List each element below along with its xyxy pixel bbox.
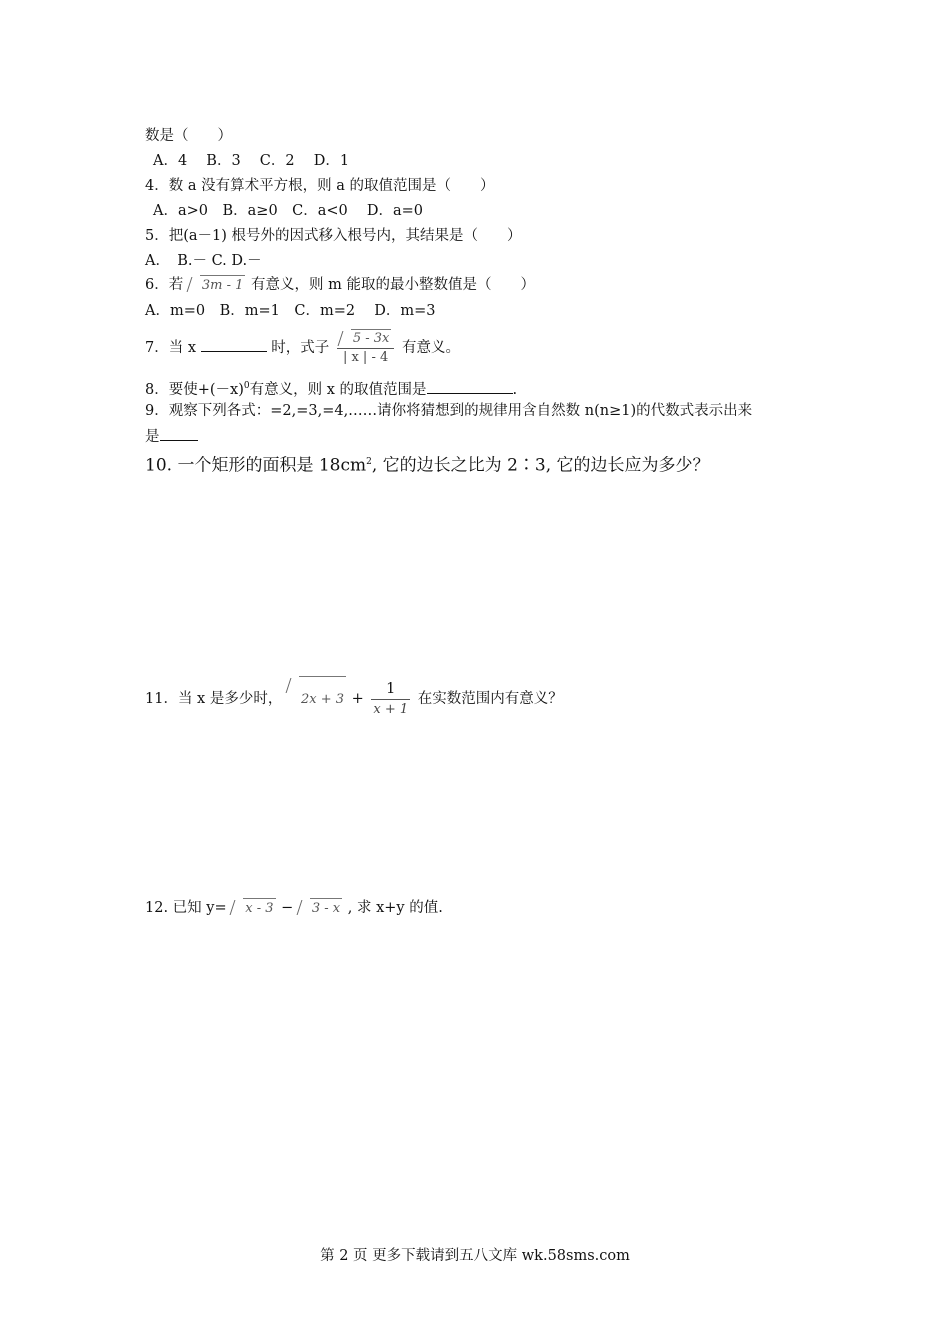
sqrt-expression: 2x + 3 (288, 676, 346, 723)
answer-blank (160, 426, 198, 441)
question-4: 4．数 a 没有算术平方根，则 a 的取值范围是（ ） (145, 178, 495, 194)
text-line: 数是（ ） (145, 128, 232, 144)
sqrt-expression: x - 3 (232, 898, 275, 919)
question-10: 10. 一个矩形的面积是 $18cm^2$, 它的边长之比为 2∶3, 它的边长应为多少？ (145, 455, 710, 476)
fraction-expression: $\frac{1}{x + 1}$ (373, 680, 409, 717)
answer-blank (427, 379, 513, 394)
q7-text-a: 7．当 x (145, 340, 197, 356)
fraction-expression: $\frac{5 - 3x}{| x | - 4}$ (337, 329, 395, 367)
question-6-options: A．m=0 B．m=1 C．m=2 D．m=3 (145, 303, 436, 319)
question-9-cont: 是 (145, 426, 198, 447)
q6-text-b: 有意义，则 m 能取的最小整数值是（ ） (250, 277, 535, 293)
question-8: 8．要使$+(-x)^0$有意义，则 x 的取值范围是 . (145, 376, 517, 400)
q7-text-b: 时，式子 (271, 340, 330, 356)
question-5: 5．把(a－1) 根号外的因式移入根号内，其结果是（ ） (145, 228, 522, 244)
sqrt-expression: 3 - x (299, 898, 342, 919)
q6-text-a: 6．若 (145, 277, 184, 293)
question-4-options: A．a>0 B．a≥0 C．a<0 D．a=0 (153, 203, 424, 219)
question-7 (145, 328, 460, 368)
question-12: 12. 已知 y= x - 3 − 3 - x , 求 x+y 的值. (145, 898, 443, 919)
question-6 (145, 275, 535, 296)
question-11: 11．当 x 是多少时， 2x + 3 + $\frac{1}{x + 1}$ 在实数范围内有意义？ (145, 676, 563, 723)
answer-blank (201, 337, 267, 352)
sqrt-expression: 3m - 1 (189, 275, 246, 296)
question-9: 9．观察下列各式：=2,=3,=4,……请你将猜想到的规律用含自然数 n(n≥1)的代数式表示出来 (145, 403, 753, 419)
options-line: A．4 B．3 C．2 D．1 (153, 153, 350, 169)
question-5-options: A． B.－ C. D.－ (145, 253, 262, 269)
page-footer: 第 2 页 更多下载请到五八文库 wk.58sms.com (320, 1248, 630, 1264)
q7-text-c: 有意义。 (401, 340, 460, 356)
